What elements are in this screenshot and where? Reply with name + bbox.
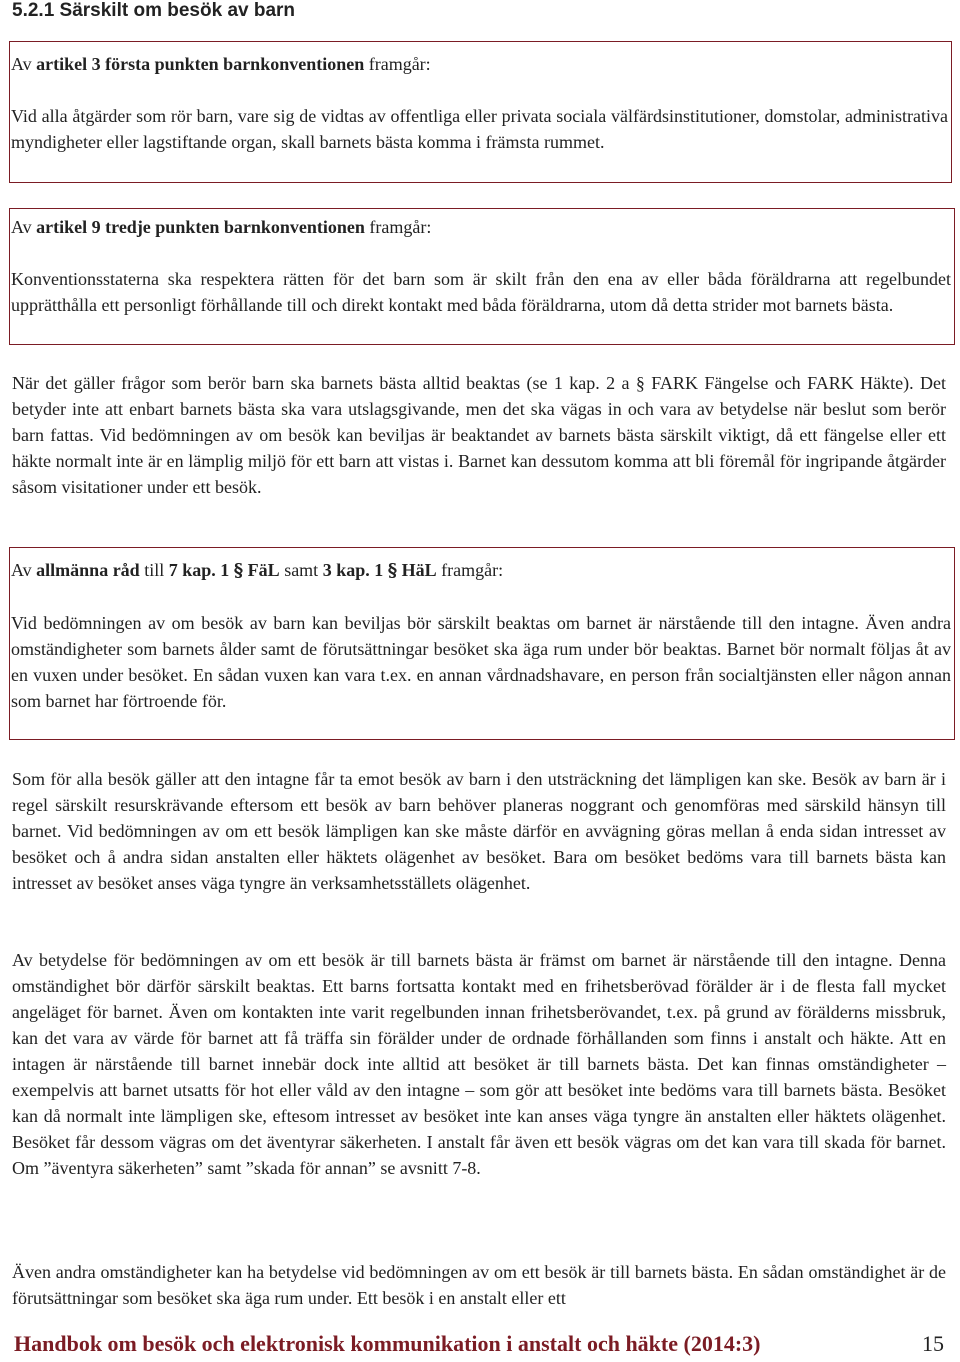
footer-title: Handbok om besök och elektronisk kommunikation i anstalt och häkte (2014:3) (14, 1331, 761, 1356)
paragraph-other-circumstances: Även andra omständigheter kan ha betydelse vid bedömningen av om ett besök är till barnets bästa. En sådan omständighet är de förutsättningar som besöket ska äga rum under. Ett besök i en anstalt eller ett (12, 1262, 946, 1308)
paragraph-childs-best: När det gäller frågor som berör barn ska barnets bästa alltid beaktas (se 1 kap. 2 a § FARK Fängelse och FARK Häkte). Det betyder inte att enbart barnets bästa ska vara utslagsgivande, men det ska vägas in och vara av betydelse när beslut som berör barn fattas. Vid bedömningen av om besök kan beviljas är beaktandet av barnets bästa särskilt viktigt, då ett fängelse eller ett häkte normalt inte är en lämplig miljö för ett barn att vistas i. Barnet kan dessutom komma att bli föremål för ingripande åtgärder såsom visitationer under ett besök. (12, 373, 946, 497)
box-body: Vid alla åtgärder som rör barn, vare sig de vidtas av offentliga eller privata sociala välfärdsinstitutioner, domstolar, administrativa myndigheter eller lagstiftande organ, skall barnets bästa komma i främsta rummet. (11, 106, 948, 152)
page-footer (14, 1331, 944, 1357)
quote-box-article-3 (9, 41, 952, 183)
paragraph-visits: Som för alla besök gäller att den intagne får ta emot besök av barn i den utsträckning det lämpligen kan ske. Besök av barn är i regel särskilt resurskrävande eftersom ett besök av barn behöver planeras noggrant och genomföras med särskild hänsyn till barnet. Vid bedömningen av om ett besök lämpligen kan ske måste därför en avvägning göras mellan å enda sidan intresset av besöket och å andra sidan anstalten eller häktets olägenhet av besöket. Bara om besöket bedöms vara till barnets bästa kan intresset av besöket anses väga tyngre än verksamhetsställets olägenhet. (12, 769, 946, 893)
bold-reference: artikel 9 tredje punkten barnkonventionen (36, 217, 365, 237)
box-intro: Av artikel 9 tredje punkten barnkonventionen framgår: (11, 217, 432, 237)
section-heading: 5.2.1 Särskilt om besök av barn (12, 0, 296, 21)
box-body: Konventionsstaterna ska respektera rätten för det barn som är skilt från den ena av eller båda föräldrarna att regelbundet upprätthålla ett personligt förhållande till och direkt kontakt med båda föräldrarna, utom då detta strider mot barnets bästa. (11, 269, 951, 315)
bold-reference: artikel 3 första punkten barnkonventionen (36, 54, 365, 74)
page-number: 15 (922, 1331, 944, 1356)
paragraph-close-relative: Av betydelse för bedömningen av om ett besök är till barnets bästa är främst om barnet är närstående till den intagne. Denna omständighet bör därför särskilt beaktas. Ett barns fortsatta kontakt med en frihetsberövad förälder är i de flesta fall mycket angeläget för barnet. Även om kontakten inte varit regelbunden innan frihetsberövandet, t.ex. på grund av förälderns missbruk, kan det vara av värde för barnet att få träffa sin förälder under de ordnade förhållanden som finns i anstalt och häkte. Att en intagen är närstående till barnet innebär dock inte alltid att besöket är till barnets bästa. Det kan finnas omständigheter – exempelvis att barnet utsatts för hot eller våld av den intagne – som gör att besöket inte bedöms vara till barnets bästa. Besöket kan då normalt inte lämpligen ske, eftesom intresset av besöket inte kan anses väga tyngre än anstalten eller häktets olägenhet. Besöket får dessom vägras om det äventyrar säkerheten. I anstalt får även ett besök vägras om det kan vara till skada för barnet. Om ”äventyra säkerheten” samt ”skada för annan” se avsnitt 7-8. (12, 950, 946, 1178)
box-body: Vid bedömningen av om besök av barn kan beviljas bör särskilt beaktas om barnet är närstående till den intagne. Även andra omständigheter som barnets ålder samt de förutsättningar besöket ska äga rum under bör beaktas. Barnet bör normalt följas åt av en vuxen under besöket. En sådan vuxen kan vara t.ex. en annan vårdnadshavare, en person från socialtjänsten eller någon annan som barnet har förtroende för. (11, 613, 951, 711)
quote-box-article-9 (9, 208, 955, 345)
quote-box-general-advice (9, 547, 955, 740)
box-intro: Av allmänna råd till 7 kap. 1 § FäL samt 3 kap. 1 § HäL framgår: (11, 560, 504, 581)
box-intro: Av artikel 3 första punkten barnkonventionen framgår: (11, 54, 431, 74)
